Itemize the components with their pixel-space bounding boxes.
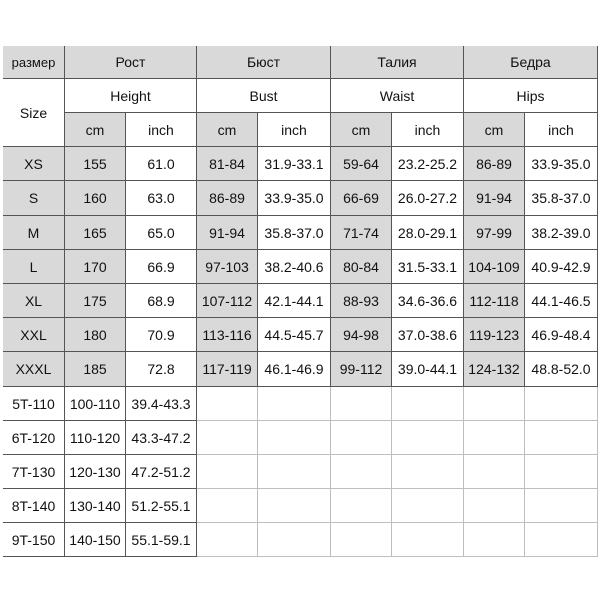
empty-cell: [525, 455, 598, 489]
group-header-en-waist: Waist: [331, 79, 464, 113]
size-label: 7T-130: [3, 455, 65, 489]
table-cell-hips-in: 46.9-48.4: [525, 318, 598, 352]
table-cell-bust-cm: 81-84: [197, 147, 258, 181]
table-cell-waist-cm: 99-112: [331, 352, 392, 387]
table-cell-bust-in: 33.9-35.0: [258, 181, 331, 216]
table-cell-hips-cm: 104-109: [464, 250, 525, 284]
empty-cell: [331, 387, 392, 421]
table-cell-height-cm: 130-140: [65, 489, 126, 523]
table-cell-hips-cm: 86-89: [464, 147, 525, 181]
table-cell-height-in: 43.3-47.2: [126, 421, 197, 455]
empty-cell: [197, 421, 258, 455]
table-cell-hips-in: 35.8-37.0: [525, 181, 598, 216]
size-label: XS: [3, 147, 65, 181]
table-cell-height-in: 55.1-59.1: [126, 523, 197, 557]
size-label: 9T-150: [3, 523, 65, 557]
table-cell-bust-cm: 97-103: [197, 250, 258, 284]
table-cell-hips-in: 44.1-46.5: [525, 284, 598, 318]
table-cell-height-cm: 110-120: [65, 421, 126, 455]
unit-cm-waist: cm: [331, 113, 392, 147]
table-cell-height-cm: 170: [65, 250, 126, 284]
table-cell-waist-cm: 66-69: [331, 181, 392, 216]
size-label: 5T-110: [3, 387, 65, 421]
empty-cell: [392, 455, 464, 489]
table-cell-height-in: 66.9: [126, 250, 197, 284]
empty-cell: [258, 523, 331, 557]
table-cell-waist-in: 31.5-33.1: [392, 250, 464, 284]
table-cell-bust-cm: 113-116: [197, 318, 258, 352]
table-cell-bust-in: 42.1-44.1: [258, 284, 331, 318]
unit-inch-bust: inch: [258, 113, 331, 147]
table-cell-height-in: 63.0: [126, 181, 197, 216]
empty-cell: [464, 489, 525, 523]
table-cell-bust-in: 38.2-40.6: [258, 250, 331, 284]
table-cell-height-in: 47.2-51.2: [126, 455, 197, 489]
empty-cell: [197, 387, 258, 421]
group-header-en-height: Height: [65, 79, 197, 113]
table-cell-height-cm: 175: [65, 284, 126, 318]
group-header-ru-hips: Бедра: [464, 46, 598, 79]
empty-cell: [392, 421, 464, 455]
table-cell-bust-in: 35.8-37.0: [258, 216, 331, 250]
empty-cell: [464, 523, 525, 557]
empty-cell: [258, 455, 331, 489]
table-cell-height-cm: 140-150: [65, 523, 126, 557]
empty-cell: [258, 421, 331, 455]
table-cell-waist-in: 34.6-36.6: [392, 284, 464, 318]
table-cell-bust-cm: 91-94: [197, 216, 258, 250]
table-cell-hips-cm: 124-132: [464, 352, 525, 387]
table-cell-waist-cm: 71-74: [331, 216, 392, 250]
table-cell-height-in: 51.2-55.1: [126, 489, 197, 523]
table-cell-hips-cm: 112-118: [464, 284, 525, 318]
table-cell-height-in: 61.0: [126, 147, 197, 181]
empty-cell: [197, 489, 258, 523]
table-cell-hips-in: 40.9-42.9: [525, 250, 598, 284]
unit-inch-height: inch: [126, 113, 197, 147]
table-cell-bust-cm: 86-89: [197, 181, 258, 216]
group-header-ru-height: Рост: [65, 46, 197, 79]
table-cell-hips-cm: 97-99: [464, 216, 525, 250]
group-header-ru-bust: Бюст: [197, 46, 331, 79]
size-label: XL: [3, 284, 65, 318]
table-cell-height-cm: 185: [65, 352, 126, 387]
unit-inch-hips: inch: [525, 113, 598, 147]
empty-cell: [525, 523, 598, 557]
table-cell-height-in: 65.0: [126, 216, 197, 250]
table-cell-waist-in: 23.2-25.2: [392, 147, 464, 181]
table-cell-bust-in: 44.5-45.7: [258, 318, 331, 352]
empty-cell: [331, 421, 392, 455]
empty-cell: [464, 387, 525, 421]
table-cell-height-cm: 120-130: [65, 455, 126, 489]
size-label: XXXL: [3, 352, 65, 387]
table-cell-hips-in: 48.8-52.0: [525, 352, 598, 387]
empty-cell: [392, 523, 464, 557]
empty-cell: [258, 489, 331, 523]
empty-cell: [392, 489, 464, 523]
unit-cm-bust: cm: [197, 113, 258, 147]
table-cell-height-in: 68.9: [126, 284, 197, 318]
group-header-en-bust: Bust: [197, 79, 331, 113]
unit-cm-hips: cm: [464, 113, 525, 147]
size-label: XXL: [3, 318, 65, 352]
table-cell-waist-cm: 80-84: [331, 250, 392, 284]
empty-cell: [197, 523, 258, 557]
table-cell-waist-in: 26.0-27.2: [392, 181, 464, 216]
empty-cell: [464, 455, 525, 489]
table-cell-height-cm: 155: [65, 147, 126, 181]
size-label: 6T-120: [3, 421, 65, 455]
empty-cell: [525, 387, 598, 421]
empty-cell: [197, 455, 258, 489]
table-cell-height-in: 72.8: [126, 352, 197, 387]
table-cell-height-in: 39.4-43.3: [126, 387, 197, 421]
table-cell-bust-in: 46.1-46.9: [258, 352, 331, 387]
table-cell-hips-in: 38.2-39.0: [525, 216, 598, 250]
group-header-ru-waist: Талия: [331, 46, 464, 79]
empty-cell: [331, 489, 392, 523]
unit-cm-height: cm: [65, 113, 126, 147]
table-cell-height-cm: 180: [65, 318, 126, 352]
table-cell-waist-in: 37.0-38.6: [392, 318, 464, 352]
size-label: 8T-140: [3, 489, 65, 523]
table-cell-waist-cm: 88-93: [331, 284, 392, 318]
empty-cell: [525, 489, 598, 523]
table-cell-waist-cm: 59-64: [331, 147, 392, 181]
table-cell-hips-in: 33.9-35.0: [525, 147, 598, 181]
table-cell-height-cm: 160: [65, 181, 126, 216]
empty-cell: [331, 455, 392, 489]
table-cell-waist-cm: 94-98: [331, 318, 392, 352]
size-header-ru: размер: [3, 46, 65, 79]
table-cell-hips-cm: 91-94: [464, 181, 525, 216]
table-cell-bust-in: 31.9-33.1: [258, 147, 331, 181]
table-cell-height-cm: 165: [65, 216, 126, 250]
table-cell-height-cm: 100-110: [65, 387, 126, 421]
empty-cell: [464, 421, 525, 455]
size-label: S: [3, 181, 65, 216]
table-cell-height-in: 70.9: [126, 318, 197, 352]
empty-cell: [331, 523, 392, 557]
table-cell-bust-cm: 117-119: [197, 352, 258, 387]
group-header-en-hips: Hips: [464, 79, 598, 113]
empty-cell: [258, 387, 331, 421]
size-header-en: Size: [3, 79, 65, 147]
size-label: L: [3, 250, 65, 284]
table-cell-hips-cm: 119-123: [464, 318, 525, 352]
size-label: M: [3, 216, 65, 250]
table-cell-bust-cm: 107-112: [197, 284, 258, 318]
table-cell-waist-in: 28.0-29.1: [392, 216, 464, 250]
empty-cell: [525, 421, 598, 455]
unit-inch-waist: inch: [392, 113, 464, 147]
table-cell-waist-in: 39.0-44.1: [392, 352, 464, 387]
empty-cell: [392, 387, 464, 421]
